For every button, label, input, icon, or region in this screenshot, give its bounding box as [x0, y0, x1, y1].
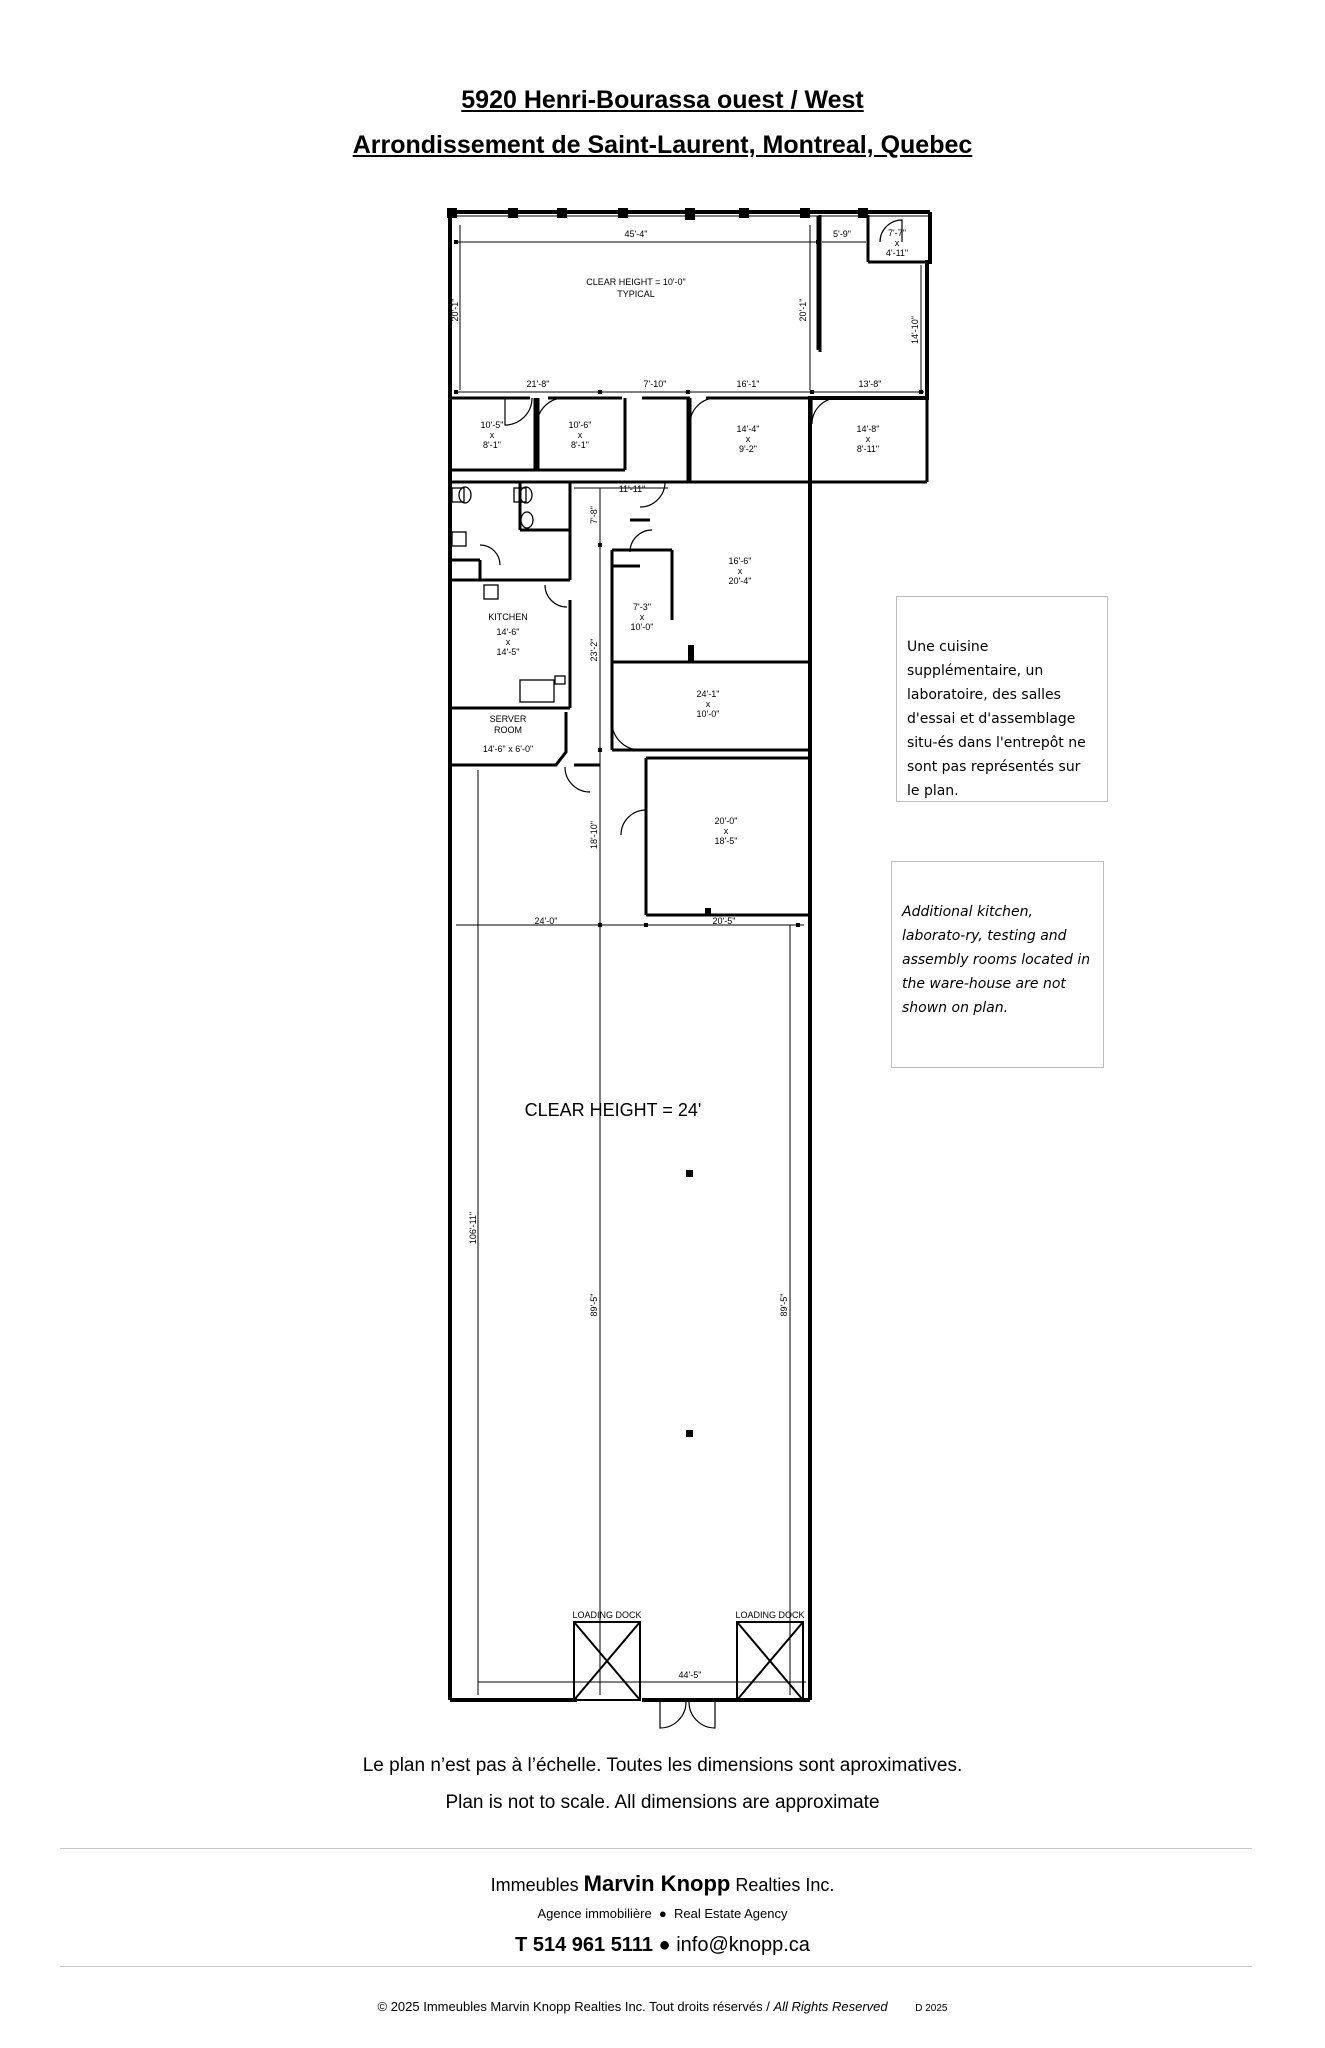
clear-height-warehouse: CLEAR HEIGHT = 24'	[524, 1100, 702, 1120]
column	[686, 1170, 693, 1177]
kitchen-l2: 14'-6"	[496, 627, 520, 637]
brand-post: Realties Inc.	[735, 1875, 835, 1895]
room-c-l2: x	[745, 434, 751, 444]
room-c-l1: 14'-4"	[736, 424, 760, 434]
agency-fr: Agence immobilière	[537, 1906, 652, 1921]
dim-20-5: 20'-5"	[712, 916, 736, 926]
disclaimer-english: Plan is not to scale. All dimensions are approximate	[445, 1792, 880, 1813]
interior-walls	[450, 215, 927, 915]
dim-5-9: 5'-9"	[833, 229, 851, 239]
dim-45-4: 45'-4"	[624, 229, 648, 239]
washroom-fixtures	[452, 487, 565, 702]
room-h-l2: x	[723, 826, 729, 836]
dim-7-10: 7'-10"	[643, 379, 667, 389]
dim-18-10: 18'-10"	[589, 821, 599, 849]
room-d-l1: 14'-8"	[856, 424, 880, 434]
room-g-l2: x	[705, 699, 711, 709]
dim-106-11: 106'-11"	[468, 1211, 478, 1245]
room-f-l2: x	[639, 612, 645, 622]
room-b-l2: x	[577, 430, 583, 440]
room-7-7-l2: x	[894, 238, 900, 248]
dim-89-5-b: 89'-5"	[779, 1293, 789, 1317]
footer-rule-top	[60, 1848, 1252, 1849]
footer-rule-bottom	[60, 1966, 1252, 1967]
room-b-l1: 10'-6"	[568, 420, 592, 430]
brand-name: Marvin Knopp	[583, 1871, 731, 1896]
kitchen-l4: 14'-5"	[496, 647, 520, 657]
dim-23-2: 23'-2"	[589, 638, 599, 662]
kitchen-l3: x	[505, 637, 511, 647]
room-e-l1: 16'-6"	[728, 556, 752, 566]
server-l3: 14'-6" x 6'-0"	[482, 744, 534, 754]
dim-21-8: 21'-8"	[526, 379, 550, 389]
footer-copyright	[0, 1999, 1325, 2014]
doc-code: D 2025	[915, 2003, 948, 2014]
server-l1: SERVER	[489, 714, 527, 724]
room-h-l1: 20'-0"	[714, 816, 738, 826]
dim-20-1-left: 20'-1"	[450, 298, 460, 322]
disclaimer-french: Le plan n’est pas à l’échelle. Toutes les dimensions sont aproximatives.	[362, 1755, 963, 1776]
room-g-l3: 10'-0"	[696, 709, 720, 719]
column-mark	[688, 645, 694, 661]
footer-contact	[0, 1934, 1325, 1957]
clear-height-office: CLEAR HEIGHT = 10'-0"	[586, 277, 686, 287]
dim-14-10: 14'-10"	[910, 316, 920, 344]
room-a-l2: x	[489, 430, 495, 440]
email-link[interactable]: info@knopp.ca	[676, 1934, 810, 1956]
room-c-l3: 9'-2"	[739, 444, 757, 454]
room-7-7-l1: 7'-7"	[888, 228, 906, 238]
dim-89-5-a: 89'-5"	[589, 1293, 599, 1317]
dim-24-0: 24'-0"	[534, 916, 558, 926]
loading-dock-1: LOADING DOCK	[572, 1610, 642, 1620]
dim-13-8: 13'-8"	[858, 379, 882, 389]
bullet-icon: ●	[658, 1934, 671, 1956]
room-f-l1: 7'-3"	[633, 602, 651, 612]
dim-7-8: 7'-8"	[589, 506, 599, 524]
title-location: Arrondissement de Saint-Laurent, Montreal, Quebec	[352, 131, 973, 159]
dimension-ticks	[454, 240, 923, 927]
footer-agency	[0, 1906, 1325, 1921]
kitchen-label: KITCHEN	[488, 612, 528, 622]
room-a-l1: 10'-5"	[480, 420, 504, 430]
agency-en: Real Estate Agency	[674, 1906, 788, 1921]
copyright-text: © 2025 Immeubles Marvin Knopp Realties Inc. Tout droits réservés /	[377, 1999, 770, 2014]
room-d-l2: x	[865, 434, 871, 444]
room-d-l3: 8'-11"	[856, 444, 880, 454]
server-l2: ROOM	[494, 725, 522, 735]
door-mark	[705, 908, 711, 916]
room-b-l3: 8'-1"	[571, 440, 589, 450]
dim-16-1: 16'-1"	[736, 379, 760, 389]
dim-20-1-right: 20'-1"	[798, 298, 808, 322]
room-g-l1: 24'-1"	[696, 689, 720, 699]
note-french: Une cuisine supplémentaire, un laboratoire, des salles d'essai et d'assemblage situ-és dans l'entrepôt ne sont pas représentés sur le plan.	[896, 596, 1108, 802]
note-english: Additional kitchen, laborato-ry, testing and assembly rooms located in the ware-house are not shown on plan.	[891, 861, 1104, 1068]
brand-pre: Immeubles	[490, 1875, 579, 1895]
clear-height-typical: TYPICAL	[617, 289, 655, 299]
room-e-l3: 20'-4"	[728, 576, 752, 586]
room-f-l3: 10'-0"	[630, 622, 654, 632]
room-e-l2: x	[737, 566, 743, 576]
phone-number[interactable]: T 514 961 5111	[515, 1934, 653, 1956]
dim-44-5: 44'-5"	[678, 1670, 702, 1680]
room-h-l3: 18'-5"	[714, 836, 738, 846]
loading-dock-2: LOADING DOCK	[735, 1610, 805, 1620]
room-7-7-l3: 4'-11"	[885, 248, 909, 258]
title-address: 5920 Henri-Bourassa ouest / West	[461, 86, 864, 114]
bullet-icon: ●	[655, 1906, 671, 1921]
dim-11-11: 11'-11"	[618, 484, 646, 494]
loading-docks	[574, 1622, 803, 1700]
room-a-l3: 8'-1"	[483, 440, 501, 450]
rights-en: All Rights Reserved	[773, 1999, 888, 2014]
footer-brand	[0, 1871, 1325, 1897]
column	[686, 1430, 693, 1437]
